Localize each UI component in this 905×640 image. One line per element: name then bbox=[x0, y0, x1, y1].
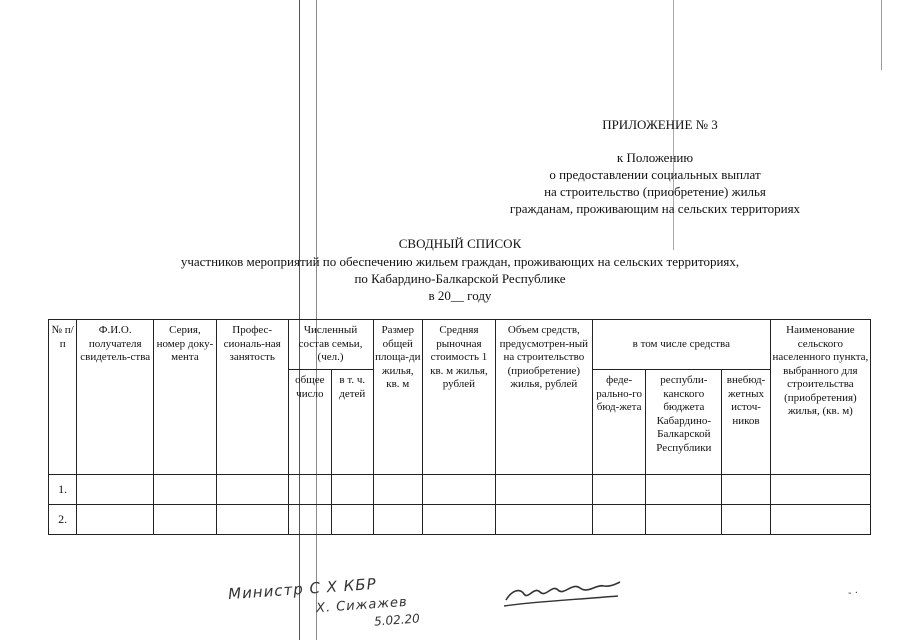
annex-number: ПРИЛОЖЕНИЕ № 3 bbox=[602, 117, 718, 132]
document-subtitle: участников мероприятий по обеспечению жильем граждан, проживающих на сельских территориях, bbox=[180, 254, 740, 269]
annex-line: к Положению bbox=[616, 150, 694, 165]
col-header-volume: Объем средств, предусмотрен-ный на строительство (приобретение) жилья, рублей bbox=[495, 320, 592, 475]
col-header-extrabudget: внебюд-жетных источ-ников bbox=[722, 370, 771, 475]
document-year: в 20__ году bbox=[428, 288, 492, 303]
col-header-name: Ф.И.О. получателя свидетель-ства bbox=[77, 320, 154, 475]
col-header-family-total: общее число bbox=[288, 370, 331, 475]
handwritten-signature bbox=[500, 572, 625, 612]
signature-name: Х. Сижажев bbox=[315, 594, 409, 617]
col-header-federal: феде-рально-го бюд-жета bbox=[592, 370, 646, 475]
summary-table bbox=[48, 319, 871, 535]
annex-line: гражданам, проживающим на сельских территориях bbox=[509, 201, 801, 216]
document-title: СВОДНЫЙ СПИСОК bbox=[398, 236, 522, 251]
row-number: 2. bbox=[49, 505, 77, 535]
table-row bbox=[49, 505, 871, 535]
scan-fold-line bbox=[881, 0, 882, 70]
document-subtitle: по Кабардино-Балкарской Республике bbox=[354, 271, 566, 286]
col-header-republic: республи-канского бюджета Кабардино-Балкарской Республики bbox=[646, 370, 722, 475]
col-header-family-children: в т. ч. детей bbox=[332, 370, 373, 475]
col-header-funds: в том числе средства bbox=[592, 320, 770, 370]
col-header-document: Серия, номер доку-мента bbox=[154, 320, 217, 475]
col-header-price: Средняя рыночная стоимость 1 кв. м жилья, рублей bbox=[423, 320, 496, 475]
col-header-number: № п/п bbox=[49, 320, 77, 475]
annex-line: о предоставлении социальных выплат bbox=[549, 167, 761, 182]
stray-mark: - · bbox=[848, 588, 858, 599]
signature-date: 5.02.20 bbox=[373, 611, 421, 629]
col-header-family: Численный состав семьи, (чел.) bbox=[288, 320, 373, 370]
annex-line: на строительство (приобретение) жилья bbox=[544, 184, 766, 199]
col-header-area: Размер общей площа-ди жилья, кв. м bbox=[373, 320, 423, 475]
col-header-settlement: Наименование сельского населенного пункта, выбранного для строительства (приобретения) жилья, (кв. м) bbox=[770, 320, 870, 475]
signature-title: Министр С Х КБР bbox=[227, 574, 378, 604]
col-header-occupation: Профес-сиональ-ная занятость bbox=[216, 320, 288, 475]
table-row bbox=[49, 475, 871, 505]
row-number: 1. bbox=[49, 475, 77, 505]
